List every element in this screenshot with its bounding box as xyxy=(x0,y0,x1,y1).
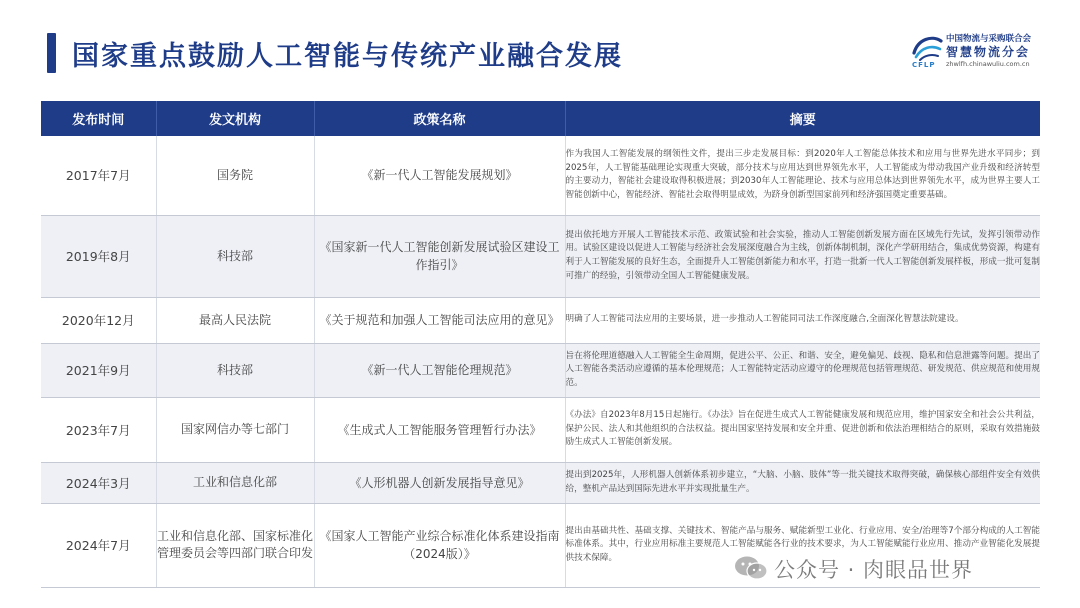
table-row xyxy=(41,297,1040,343)
cell-date: 2024年7月 xyxy=(41,503,156,587)
cell-date: 2020年12月 xyxy=(41,297,156,343)
wechat-icon xyxy=(734,555,768,581)
cflp-logo-icon xyxy=(910,33,944,61)
cell-org: 工业和信息化部、国家标准化管理委员会等四部门联合印发 xyxy=(156,503,314,587)
cell-date: 2017年7月 xyxy=(41,136,156,215)
cell-summary: 作为我国人工智能发展的纲领性文件，提出三步走发展目标：到2020年人工智能总体技术和应用与世界先进水平同步；到2025年，人工智能基础理论实现重大突破，部分技术与应用达到世界领先水平，人工智能成为带动我国产业升级和经济转型的主要动力，智能社会建设取得积极进展；到2030年人工智能理论、技术与应用总体达到世界领先水平，成为世界主要人工智能创新中心，智能经济、智能社会取得明显成效，为跻身创新型国家前列和经济强国奠定重要基础。 xyxy=(565,136,1040,215)
cell-org: 最高人民法院 xyxy=(156,297,314,343)
cell-org: 科技部 xyxy=(156,215,314,297)
cell-policy-name: 《关于规范和加强人工智能司法应用的意见》 xyxy=(314,297,565,343)
cell-org: 国家网信办等七部门 xyxy=(156,397,314,462)
table-header-row xyxy=(41,101,1040,136)
cell-policy-name: 《新一代人工智能伦理规范》 xyxy=(314,343,565,397)
cell-date: 2024年3月 xyxy=(41,462,156,503)
cell-org: 工业和信息化部 xyxy=(156,462,314,503)
cell-policy-name: 《生成式人工智能服务管理暂行办法》 xyxy=(314,397,565,462)
cell-summary: 旨在将伦理道德融入人工智能全生命周期，促进公平、公正、和谐、安全，避免偏见、歧视、隐私和信息泄露等问题。提出了人工智能各类活动应遵循的基本伦理规范；人工智能特定活动应遵守的伦理规范包括管理规范、研发规范、供应规范和使用规范。 xyxy=(565,343,1040,397)
column-header-summary: 摘要 xyxy=(565,101,1040,136)
cell-date: 2021年9月 xyxy=(41,343,156,397)
cell-summary: 明确了人工智能司法应用的主要场景，进一步推动人工智能同司法工作深度融合,全面深化智慧法院建设。 xyxy=(565,297,1040,343)
column-header-org: 发文机构 xyxy=(156,101,314,136)
cell-summary: 提出到2025年，人形机器人创新体系初步建立，“大脑、小脑、肢体”等一批关键技术取得突破，确保核心部组件安全有效供给，整机产品达到国际先进水平并实现批量生产。 xyxy=(565,462,1040,503)
table-row xyxy=(41,343,1040,397)
cell-org: 科技部 xyxy=(156,343,314,397)
cell-summary: 提出依托地方开展人工智能技术示范、政策试验和社会实验，推动人工智能创新发展方面在区域先行先试，发挥引领带动作用。试验区建设以促进人工智能与经济社会发展深度融合为主线，创新体制机制，深化产学研用结合，集成优势资源，构建有利于人工智能发展的良好生态，全面提升人工智能创新能力和水平，打造一批新一代人工智能创新发展样板，形成一批可复制可推广的经验，引领带动全国人工智能健康发展。 xyxy=(565,215,1040,297)
cell-date: 2019年8月 xyxy=(41,215,156,297)
table-row xyxy=(41,462,1040,503)
logo-url: zhwlfh.chinawuliu.com.cn xyxy=(946,60,1030,68)
table-row xyxy=(41,136,1040,215)
cell-summary: 《办法》自2023年8月15日起施行。《办法》旨在促进生成式人工智能健康发展和规范应用，维护国家安全和社会公共利益，保护公民、法人和其他组织的合法权益。提出国家坚持发展和安全并重、促进创新和依法治理相结合的原则，采取有效措施鼓励生成式人工智能创新发展。 xyxy=(565,397,1040,462)
logo-branch-name: 智慧物流分会 xyxy=(946,45,1031,59)
cell-policy-name: 《国家人工智能产业综合标准化体系建设指南（2024版）》 xyxy=(314,503,565,587)
watermark-text: 公众号 · 肉眼品世界 xyxy=(774,558,974,582)
logo-mark-text: CFLP xyxy=(912,61,936,69)
cell-summary: 提出由基础共性、基础支撑、关键技术、智能产品与服务、赋能新型工业化、行业应用、安全/治理等7个部分构成的人工智能标准体系。其中，行业应用标准主要规范人工智能赋能各行业的技术要求，为人工智能赋能行业应用、推动产业智能化发展提供技术保障。 xyxy=(565,503,1040,587)
cell-policy-name: 《人形机器人创新发展指导意见》 xyxy=(314,462,565,503)
organization-logo xyxy=(908,30,1058,74)
cell-policy-name: 《国家新一代人工智能创新发展试验区建设工作指引》 xyxy=(314,215,565,297)
table-row xyxy=(41,397,1040,462)
cell-org: 国务院 xyxy=(156,136,314,215)
column-header-policy-name: 政策名称 xyxy=(314,101,565,136)
table-row xyxy=(41,215,1040,297)
column-header-date: 发布时间 xyxy=(41,101,156,136)
cell-date: 2023年7月 xyxy=(41,397,156,462)
title-accent-bar xyxy=(47,33,56,73)
logo-org-name: 中国物流与采购联合会 xyxy=(946,34,1032,44)
page-title: 国家重点鼓励人工智能与传统产业融合发展 xyxy=(72,41,623,72)
policy-table xyxy=(41,101,1040,588)
cell-policy-name: 《新一代人工智能发展规划》 xyxy=(314,136,565,215)
